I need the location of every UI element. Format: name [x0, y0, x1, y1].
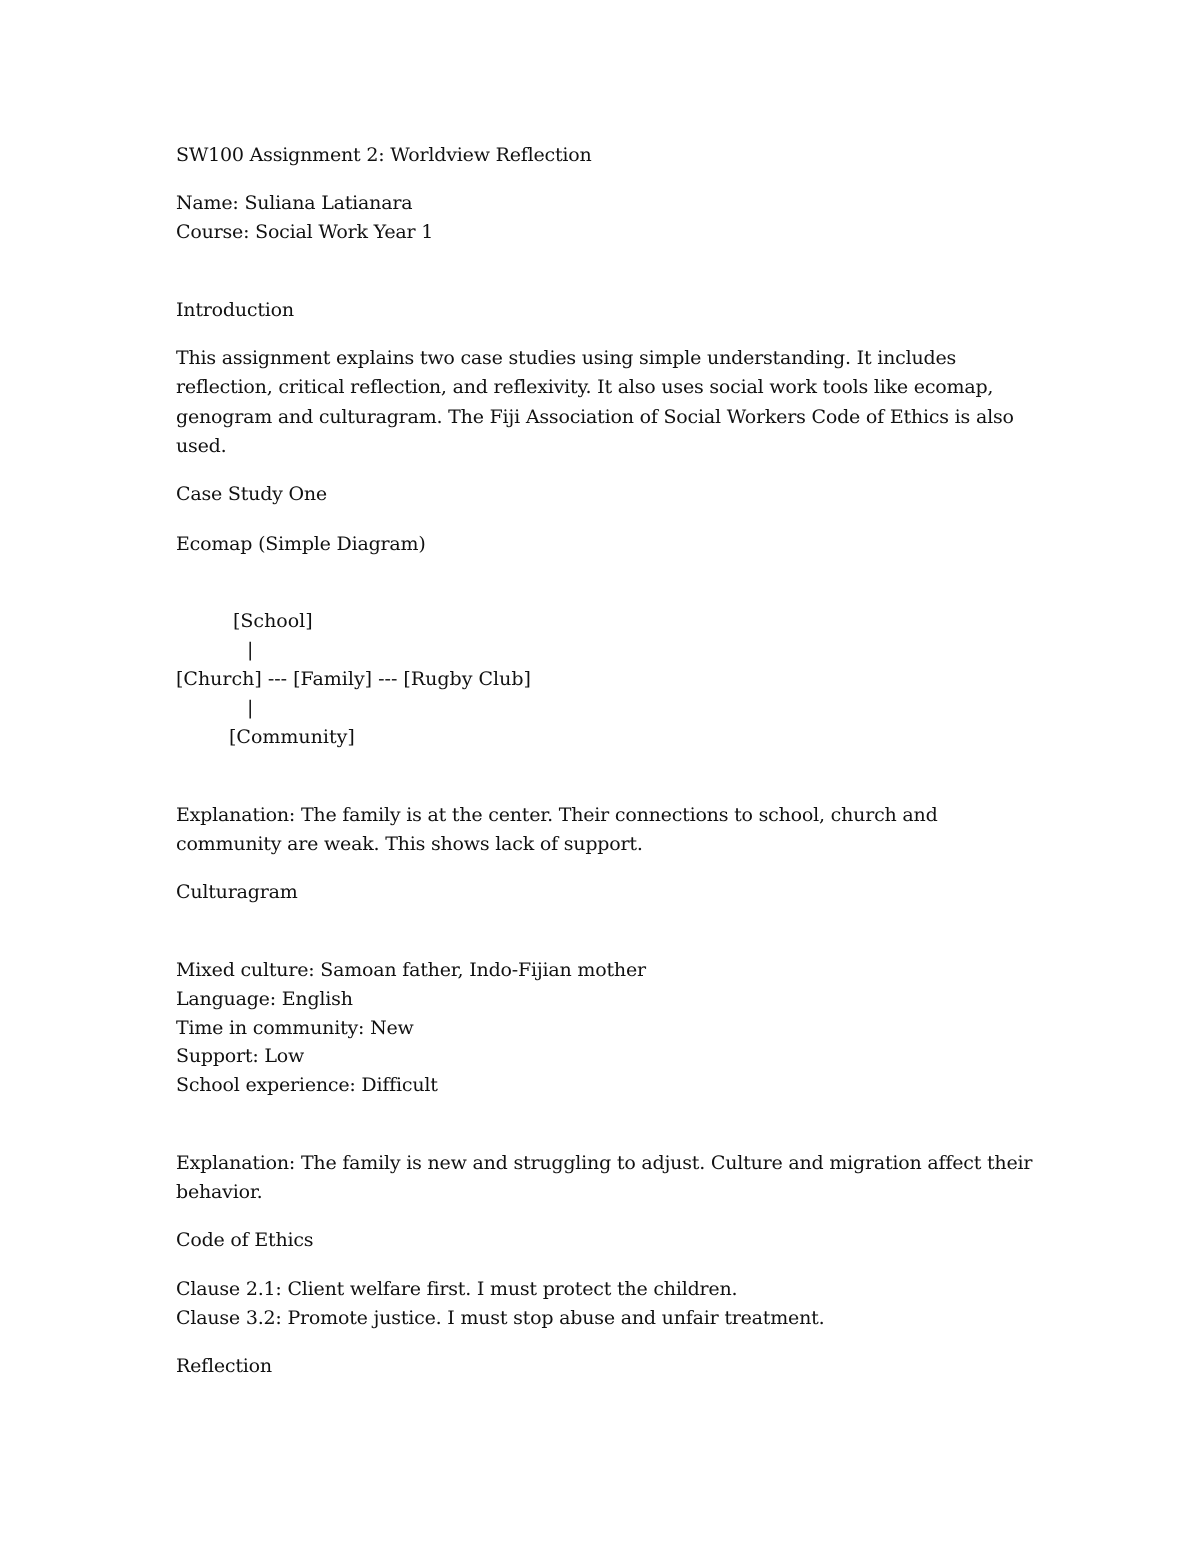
reflection-heading: Reflection [176, 1355, 272, 1377]
document-title: SW100 Assignment 2: Worldview Reflection [176, 144, 592, 166]
course-line: Course: Social Work Year 1 [176, 221, 434, 243]
ethics-clause: Clause 3.2: Promote justice. I must stop abuse and unfair treatment. [176, 1307, 825, 1329]
culturagram-item: School experience: Difficult [176, 1074, 438, 1096]
ecomap-connector-top: | [247, 639, 254, 661]
culturagram-item: Language: English [176, 988, 353, 1010]
ethics-clause: Clause 2.1: Client welfare first. I must protect the children. [176, 1278, 738, 1300]
culturagram-explanation: Explanation: The family is new and struggling to adjust. Culture and migration affect their behavior. [176, 1152, 1033, 1204]
ecomap-node-community: [Community] [229, 726, 355, 748]
culturagram-item: Time in community: New [176, 1017, 414, 1039]
culturagram-item: Support: Low [176, 1045, 305, 1067]
ecomap-heading: Ecomap (Simple Diagram) [176, 533, 426, 555]
ecomap-middle-row: [Church] --- [Family] --- [Rugby Club] [176, 668, 531, 690]
introduction-heading: Introduction [176, 299, 294, 321]
ecomap-explanation: Explanation: The family is at the center. Their connections to school, church and community are weak. This shows lack of support. [176, 804, 938, 856]
ecomap-connector-bottom: | [247, 697, 254, 719]
culturagram-item: Mixed culture: Samoan father, Indo-Fijian mother [176, 959, 646, 981]
student-name: Name: Suliana Latianara [176, 192, 413, 214]
culturagram-heading: Culturagram [176, 881, 298, 903]
code-of-ethics-heading: Code of Ethics [176, 1229, 314, 1251]
introduction-paragraph: This assignment explains two case studies using simple understanding. It includes reflection, critical reflection, and reflexivity. It also uses social work tools like ecomap, genogram and culturagram. The Fiji Association of Social Workers Code of Ethics is also used. [176, 347, 1014, 457]
ecomap-node-school: [School] [233, 610, 313, 632]
case-study-one-heading: Case Study One [176, 483, 327, 505]
